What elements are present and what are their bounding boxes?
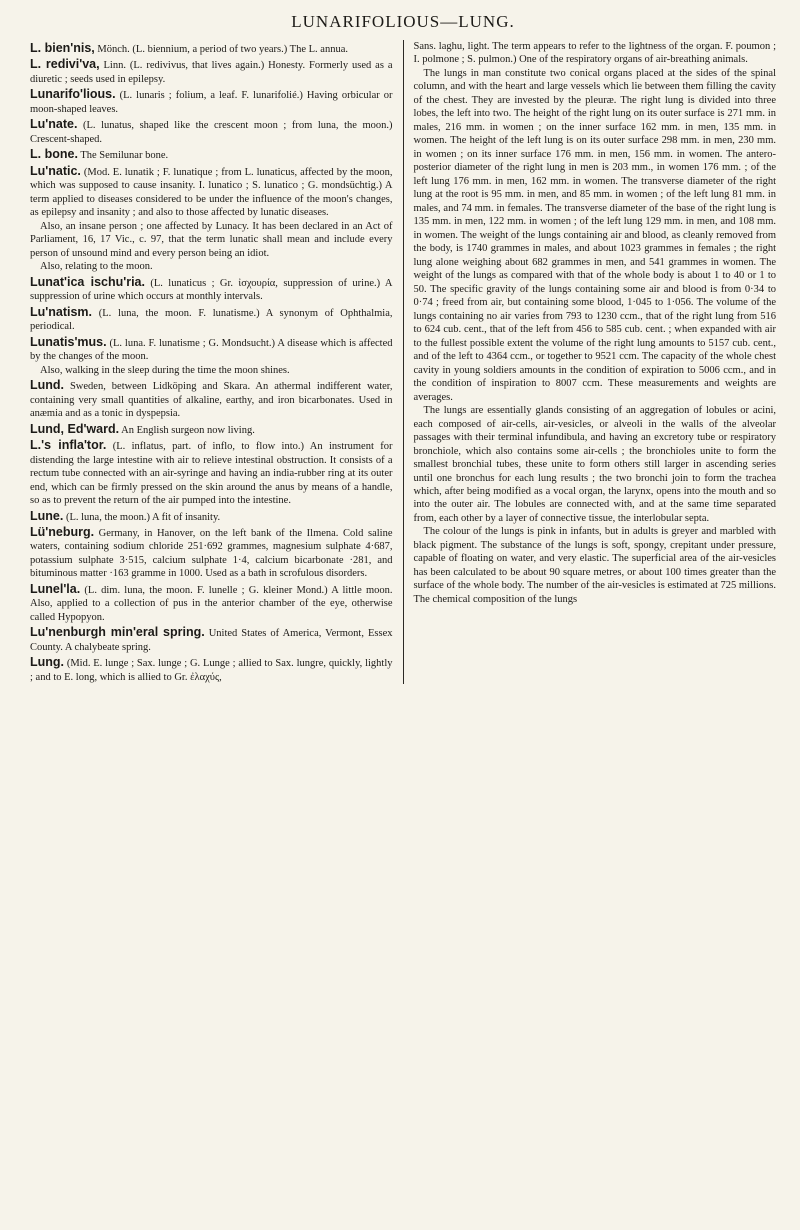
entry-definition: United States of America, Vermont, Essex County. A chalybeate spring. xyxy=(30,628,393,653)
headword: Lunatis'mus. xyxy=(30,334,107,349)
headword: Lunat'ica ischu'ria. xyxy=(30,274,145,289)
dictionary-entry xyxy=(30,163,393,220)
entry-definition: (L. lunaris ; folium, a leaf. F. lunarifolié.) Having orbicular or moon-shaped leaves. xyxy=(30,90,393,115)
entry-definition: (L. dim. luna, the moon. F. lunelle ; G. kleiner Mond.) A little moon. Also, applied to a collection of pus in the anterior chamber of the eye, otherwise called Hypopyon. xyxy=(30,584,393,623)
headword: Lu'natism. xyxy=(30,304,93,319)
entry-definition: Mönch. (L. biennium, a period of two years.) The L. annua. xyxy=(94,44,348,55)
entry-definition: (Mod. E. lunatik ; F. lunatique ; from L. lunaticus, affected by the moon, which was supposed to cause insanity. I. lunatico ; S. lunatico ; G. mondsüchtig.) A term applied to diseases considered to be under the influence of the moon's changes, as epilepsy and insanity ; and also to those affected by lunatic diseases. xyxy=(30,166,393,219)
entry-definition: (Mid. E. lunge ; Sax. lunge ; G. Lunge ; allied to Sax. lungre, quickly, lightly ; and to E. long, which is allied to Gr. ἐλαχύς, xyxy=(30,658,393,683)
entry-definition: The Semilunar bone. xyxy=(77,150,169,162)
dictionary-entry xyxy=(30,524,393,581)
entry-definition: (L. inflatus, part. of inflo, to flow into.) An instrument for distending the large intestine with air to relieve intestinal obstruction. It consists of a rectum tube connected with an air-syringe and having an india-rubber ring at its outer end, which can be firmly pressed on the skin around the anus by means of a handle, so as to prevent the return of the air pumped into the intestine. xyxy=(30,441,393,507)
entry-definition: (L. lunatus, shaped like the crescent moon ; from luna, the moon.) Crescent-shaped. xyxy=(30,120,393,145)
entry-definition: (L. luna, the moon. F. lunatisme.) A synonym of Ophthalmia, periodical. xyxy=(30,307,393,333)
entry-definition: (L. lunaticus ; Gr. ἰσχουρία, suppression of urine.) A suppression of urine which occurs at monthly intervals. xyxy=(30,277,393,303)
dictionary-entry xyxy=(30,274,393,304)
entry-definition: Sweden, between Lidköping and Skara. An athermal indifferent water, containing very small quantities of alkaline, earthy, and iron bicarbonates. Used in anæmia and as a tonic in dyspepsia. xyxy=(30,381,393,420)
entry-paragraph: Also, relating to the moon. xyxy=(40,261,153,273)
dictionary-entry xyxy=(30,624,393,654)
headword: Lunel'la. xyxy=(30,581,81,596)
headword: Lu'nate. xyxy=(30,117,78,132)
dictionary-entry xyxy=(30,508,393,524)
headword: L.'s infla'tor. xyxy=(30,438,107,453)
headword: Lunarifo'lious. xyxy=(30,87,116,102)
dictionary-entry xyxy=(30,654,393,684)
running-head: LUNARIFOLIOUS—LUNG. xyxy=(291,12,515,31)
headword: Lund. xyxy=(30,378,65,393)
headword: L. bone. xyxy=(30,147,78,162)
dictionary-entry xyxy=(30,421,393,437)
dictionary-entry xyxy=(30,40,393,56)
headword: L. bien'nis, xyxy=(30,41,95,55)
headword: L. redivi'va, xyxy=(30,57,100,72)
entry-paragraph: Also, an insane person ; one affected by Lunacy. It has been declared in an Act of Parliament, 16, 17 Vic., c. 97, that the term lunatic shall mean and include every person of unsound mind and every person being an idiot. xyxy=(30,220,393,259)
dictionary-entry xyxy=(30,86,393,116)
dictionary-entry xyxy=(30,377,393,420)
dictionary-entry xyxy=(30,304,393,334)
entry-paragraph: Also, walking in the sleep during the time the moon shines. xyxy=(40,364,290,376)
dictionary-entry xyxy=(30,437,393,507)
dictionary-entry xyxy=(30,146,393,162)
headword: Lu'nenburgh min'eral spring. xyxy=(30,625,205,640)
body-paragraph: The lungs in man constitute two conical organs placed at the sides of the spinal column, and with the heart and large vessels which lie between them filling the cavity of the chest. They are invested by the pleuræ. The right lung is divided into three lobes, the left into two. The height of the right lung on its outer surface is 271 mm. in males, 216 mm. in women ; on the inner surface 162 mm. in men, 135 mm. in women. The height of the left lung is on its outer surface 298 mm. in men, 230 mm. in women ; on its inner surface 176 mm. in men, 156 mm. in women. The antero-posterior diameter of the right lung in men is 203 mm., in women 176 mm. ; of the left lung 176 mm. in men, 162 mm. in women. The transverse diameter of the right lung at the root is 95 mm. in men, and 85 mm. in women ; of the left lung 81 mm. in males, and 74 mm. in females. The transverse diameter of the base of the right lung is 135 mm. in men, 122 mm. in women ; of the left lung 129 mm. in men, and 108 mm. in women. The weight of the lungs containing air and blood, as cleanly removed from the body, is 1740 grammes in males, and about 1023 grammes in females ; the right lung alone weighing about 682 grammes in men, and 541 grammes in women. The weight of the lungs as compared with that of the whole body is about 1 to 40 or 1 to 50. The specific gravity of the lungs containing some air and blood is from 0·34 to 0·74 ; freed from air, but containing some blood, 1·045 to 1·056. The volume of the lungs containing no air varies from 793 to 1230 ccm., that of the right lung from 516 to 624 cub. cent., that of the left from 456 to 585 cub. cent. ; when expanded with air to the fullest possible extent the volume of the right lung amounts to 5157 cub. cent., and of the left to 4364 ccm., or together to 9521 ccm. The capacity of the whole chest cavity in young soldiers amounts in the condition of expiration to 5006 ccm., and in the condition of inspiration to 8007 ccm. These measurements and weights are averages. xyxy=(413,67,776,403)
headword: Lü'neburg. xyxy=(30,524,95,539)
headword: Lung. xyxy=(30,655,65,670)
headword: Lund, Ed'ward. xyxy=(30,421,120,436)
entry-definition: An English surgeon now living. xyxy=(119,424,255,436)
dictionary-entry xyxy=(30,56,393,86)
dictionary-entry xyxy=(30,581,393,624)
dictionary-entry xyxy=(30,116,393,146)
body-paragraph: The lungs are essentially glands consisting of an aggregation of lobules or acini, each composed of air-cells, air-vesicles, or alveoli in the walls of the alveolar passages with their terminal infundibula, and having an excretory tube or respiratory bronchiole, which also contains some air-cells ; the bronchioles unite to form the smallest bronchial tubes, these unite to form others still larger in ascending series until one bronchus for each lung results ; the two bronchi join to form the trachea which, after being modified as a vocal organ, the larynx, opens into the mouth and so into the outer air. The lobules are connected with, and at the same time separated from, each other by a layer of connective tissue, the interlobular septa. xyxy=(413,405,776,524)
left-column xyxy=(30,40,404,684)
body-paragraph: Sans. laghu, light. The term appears to refer to the lightness of the organ. F. poumon ; I. polmone ; S. pulmon.) One of the respiratory organs of air-breathing animals. xyxy=(413,41,776,66)
body-paragraph: The colour of the lungs is pink in infants, but in adults is greyer and marbled with black pigment. The substance of the lungs is soft, spongy, crepitant under pressure, capable of floating on water, and very elastic. The superficial area of the air-vesicles has been calculated to be about 90 square metres, or about 100 times greater than the surface of the whole body. The number of the air-vesicles is estimated at 725 millions. The chemical composition of the lungs xyxy=(413,526,776,605)
entry-definition: (L. luna, the moon.) A fit of insanity. xyxy=(63,511,221,523)
headword: Lu'natic. xyxy=(30,163,81,178)
entry-definition: Linn. (L. redivivus, that lives again.) Honesty. Formerly used as a diuretic ; seeds used in epilepsy. xyxy=(30,60,393,85)
entry-definition: (L. luna. F. lunatisme ; G. Mondsucht.) A disease which is affected by the changes of the moon. xyxy=(30,337,393,363)
entry-definition: Germany, in Hanover, on the left bank of the Ilmena. Cold saline waters, containing sodium chloride 251·692 grammes, magnesium sulphate 4·687, potassium sulphate 3·515, calcium sulphate 1·4, calcium bicarbonate ·281, and bituminous matter ·163 gramme in 1000. Used as a bath in scrofulous disorders. xyxy=(30,527,393,580)
right-column xyxy=(404,40,777,684)
columns xyxy=(30,40,776,684)
headword: Lune. xyxy=(30,508,64,523)
dictionary-entry xyxy=(30,334,393,364)
